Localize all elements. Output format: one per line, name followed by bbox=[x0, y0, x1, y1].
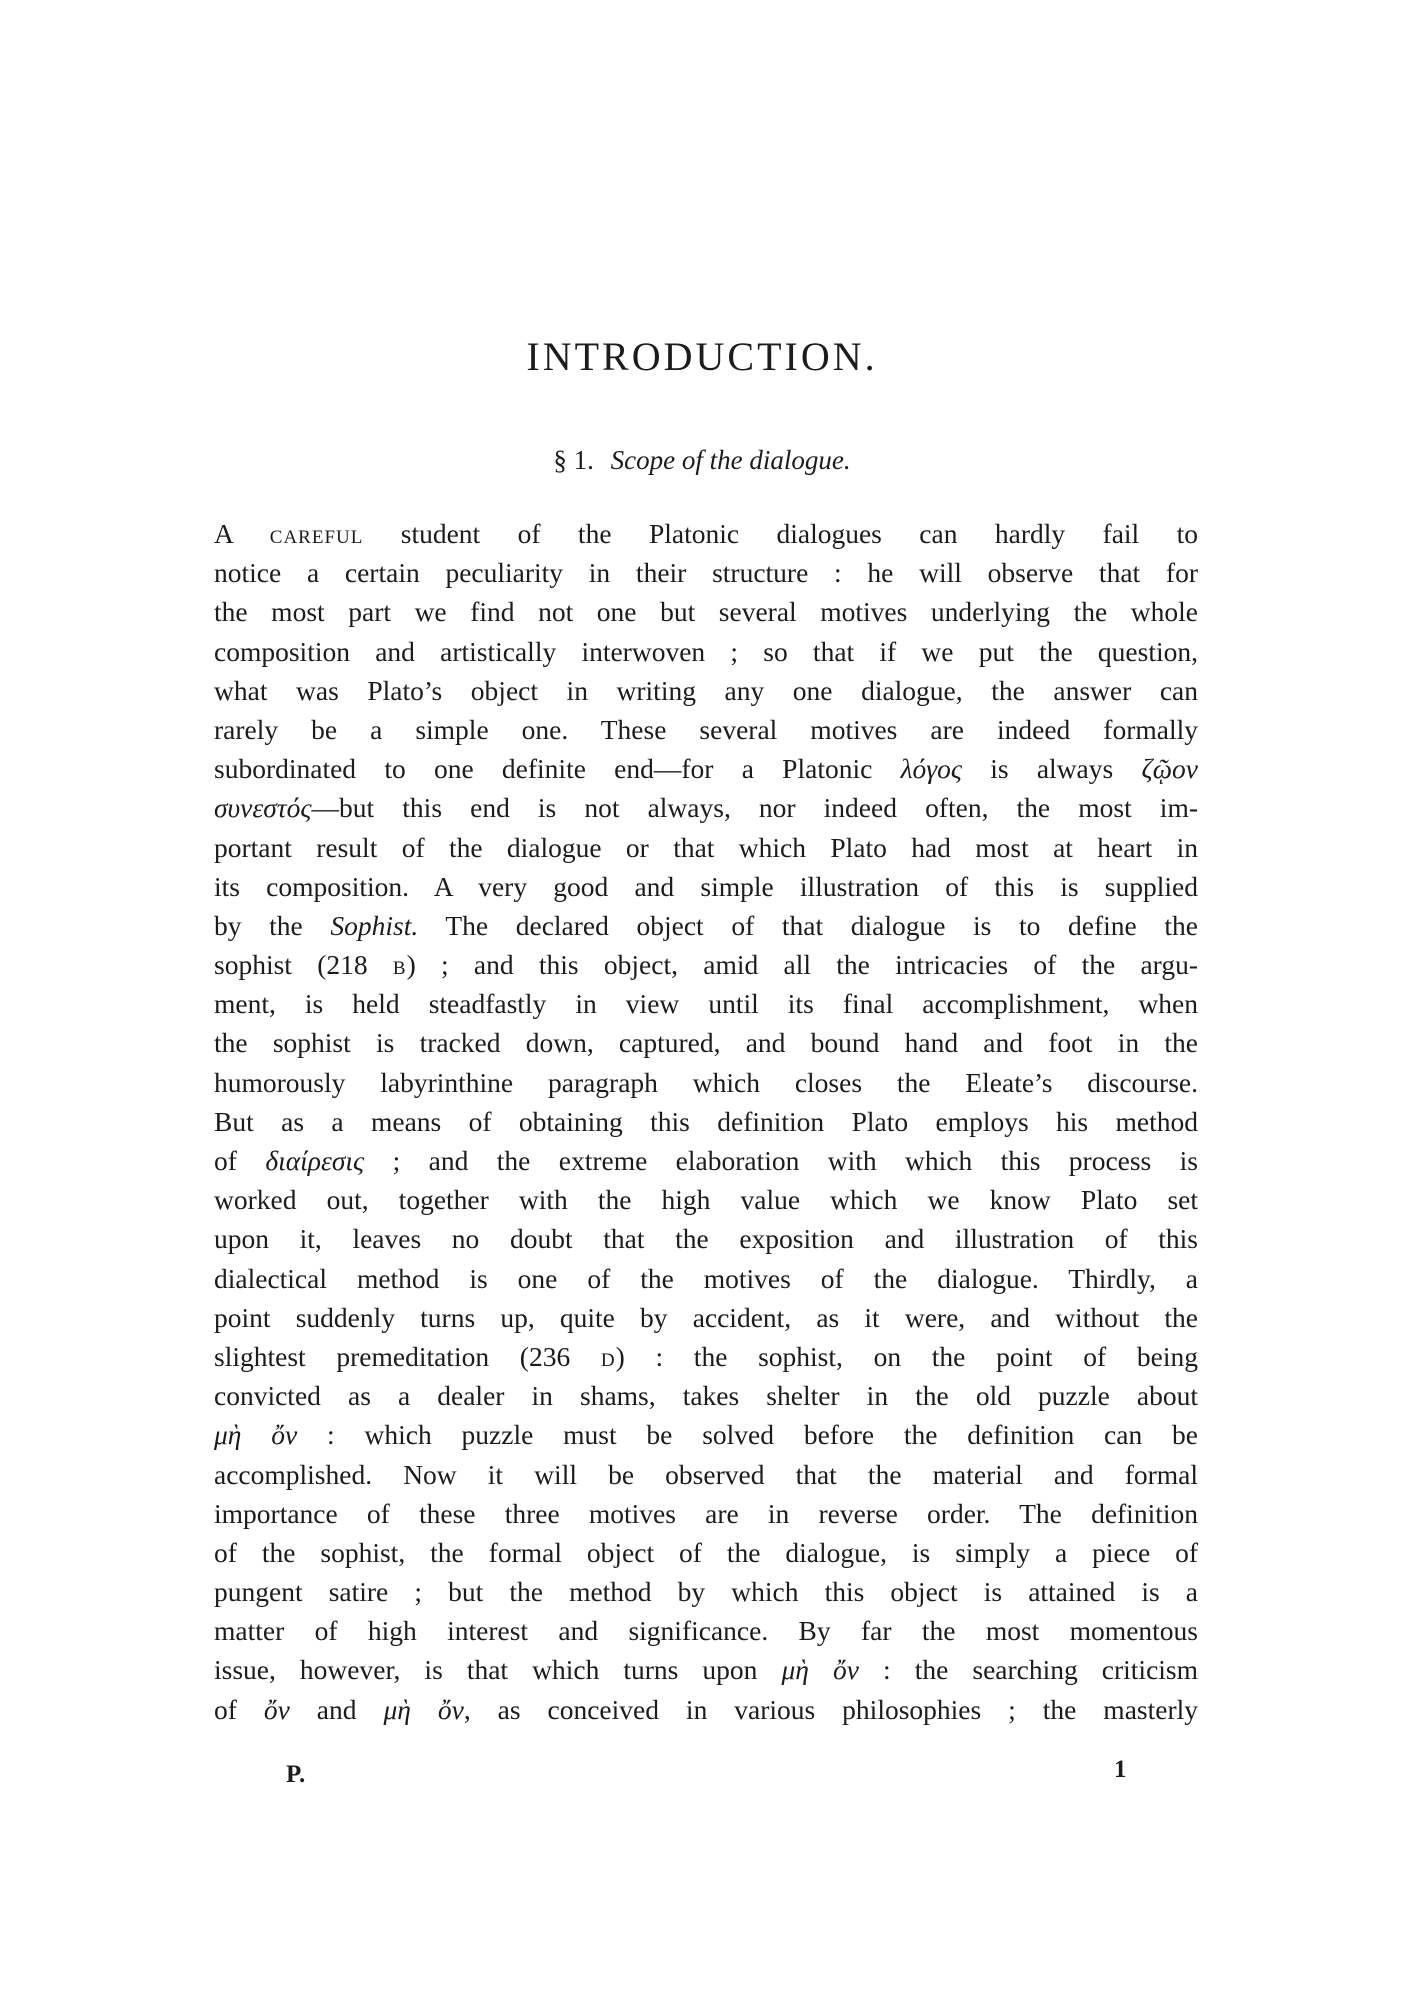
text-segment: convicted as a dealer in shams, takes shelter in the old puzzle about bbox=[214, 1380, 1198, 1412]
text-segment: what was Plato’s object in writing any one dialogue, the answer can bbox=[214, 674, 1198, 706]
text-segment: subordinated to one definite end—for a Platonic bbox=[214, 753, 901, 785]
greek-term: ὄν bbox=[263, 1693, 290, 1725]
text-segment: But as a means of obtaining this definition Plato employs his method bbox=[214, 1105, 1198, 1137]
page-number: 1 bbox=[1114, 1756, 1127, 1783]
text-segment: A bbox=[214, 518, 270, 549]
text-segment: The declared object of that dialogue is to define the bbox=[418, 909, 1198, 941]
text-segment: : the searching criticism bbox=[858, 1654, 1199, 1686]
text-line bbox=[214, 1102, 1198, 1141]
text-line bbox=[214, 984, 1198, 1023]
text-segment: slightest premeditation (236 bbox=[214, 1340, 601, 1372]
text-segment: upon it, leaves no doubt that the exposition and illustration of this bbox=[214, 1223, 1198, 1255]
text-line bbox=[214, 828, 1198, 867]
greek-term: μὴ ὄν bbox=[383, 1693, 464, 1725]
text-line bbox=[214, 1376, 1198, 1415]
text-line bbox=[214, 1259, 1198, 1298]
section-heading bbox=[0, 442, 1404, 478]
small-caps-text: careful bbox=[269, 518, 364, 549]
text-line bbox=[214, 1337, 1198, 1376]
text-line bbox=[214, 788, 1198, 827]
text-line bbox=[214, 553, 1198, 592]
text-line bbox=[214, 1650, 1198, 1689]
text-line bbox=[214, 1180, 1198, 1219]
section-number: § 1. bbox=[553, 445, 594, 475]
text-line bbox=[214, 514, 1198, 553]
text-line bbox=[214, 867, 1198, 906]
text-line bbox=[214, 749, 1198, 788]
text-segment: portant result of the dialogue or that which Plato had most at heart in bbox=[214, 831, 1198, 863]
text-line bbox=[214, 1023, 1198, 1062]
text-line bbox=[214, 1455, 1198, 1494]
text-segment: by the bbox=[214, 909, 331, 941]
text-line bbox=[214, 632, 1198, 671]
greek-term: ζῷον bbox=[1141, 753, 1198, 785]
text-line bbox=[214, 592, 1198, 631]
text-segment: notice a certain peculiarity in their structure : he will observe that for bbox=[214, 557, 1198, 589]
text-line bbox=[214, 1494, 1198, 1533]
text-segment: ) ; and this object, amid all the intricacies of the argu- bbox=[406, 949, 1198, 981]
greek-term: μὴ ὄν bbox=[781, 1654, 859, 1686]
text-segment: student of the Platonic dialogues can hardly fail to bbox=[363, 518, 1198, 549]
greek-term: λόγος bbox=[900, 753, 962, 785]
greek-term: διαίρεσις bbox=[265, 1145, 365, 1176]
text-line bbox=[214, 945, 1198, 984]
greek-term: μὴ ὄν bbox=[214, 1419, 298, 1451]
text-segment: rarely be a simple one. These several motives are indeed formally bbox=[214, 713, 1198, 745]
body-paragraph bbox=[214, 514, 1198, 1729]
text-line bbox=[214, 1533, 1198, 1572]
text-segment: dialectical method is one of the motives of the dialogue. Thirdly, a bbox=[214, 1262, 1198, 1294]
text-line bbox=[214, 1219, 1198, 1258]
text-line bbox=[214, 1690, 1198, 1729]
signature-mark: P. bbox=[286, 1761, 306, 1788]
text-segment: its composition. A very good and simple illustration of this is supplied bbox=[214, 870, 1198, 902]
text-segment: worked out, together with the high value which we know Plato set bbox=[214, 1184, 1198, 1216]
text-segment: humorously labyrinthine paragraph which closes the Eleate’s discourse. bbox=[214, 1066, 1198, 1098]
text-line bbox=[214, 671, 1198, 710]
text-line bbox=[214, 1415, 1198, 1454]
section-title: Scope of the dialogue. bbox=[610, 445, 851, 475]
text-segment: of the sophist, the formal object of the dialogue, is simply a piece of bbox=[214, 1536, 1198, 1568]
text-line bbox=[214, 1572, 1198, 1611]
small-caps-text: d bbox=[600, 1340, 616, 1372]
text-segment: the most part we find not one but several motives underlying the whole bbox=[214, 596, 1198, 628]
text-line bbox=[214, 906, 1198, 945]
text-segment: importance of these three motives are in reverse order. The definition bbox=[214, 1497, 1198, 1529]
text-line bbox=[214, 1611, 1198, 1650]
text-segment: issue, however, is that which turns upon bbox=[214, 1654, 782, 1686]
text-segment: : which puzzle must be solved before the definition can be bbox=[297, 1419, 1198, 1451]
text-segment: composition and artistically interwoven ; so that if we put the question, bbox=[214, 635, 1198, 667]
italic-term: Sophist. bbox=[330, 909, 419, 941]
text-segment: —but this end is not always, nor indeed often, the most im- bbox=[311, 792, 1198, 824]
greek-term: συνεστός bbox=[214, 792, 312, 824]
page-title: INTRODUCTION. bbox=[526, 334, 878, 379]
text-segment: matter of high interest and significance. By far the most momentous bbox=[214, 1615, 1198, 1647]
text-segment: point suddenly turns up, quite by accident, as it were, and without the bbox=[214, 1301, 1198, 1333]
text-segment: of bbox=[214, 1693, 264, 1725]
text-segment: and bbox=[289, 1693, 384, 1725]
text-line bbox=[214, 1063, 1198, 1102]
small-caps-text: b bbox=[392, 949, 407, 981]
text-line bbox=[214, 1298, 1198, 1337]
text-segment: is always bbox=[961, 753, 1142, 785]
text-segment: ; and the extreme elaboration with which this process is bbox=[364, 1145, 1198, 1176]
text-segment: ment, is held steadfastly in view until its final accomplishment, when bbox=[214, 988, 1198, 1020]
text-segment: the sophist is tracked down, captured, and bound hand and foot in the bbox=[214, 1027, 1198, 1059]
text-segment: ) : the sophist, on the point of being bbox=[615, 1340, 1198, 1372]
text-segment: sophist (218 bbox=[214, 949, 393, 981]
text-segment: accomplished. Now it will be observed that the material and formal bbox=[214, 1458, 1198, 1490]
text-segment: of bbox=[214, 1145, 266, 1176]
text-segment: pungent satire ; but the method by which this object is attained is a bbox=[214, 1576, 1198, 1608]
text-line bbox=[214, 710, 1198, 749]
text-segment: , as conceived in various philosophies ; the masterly bbox=[463, 1693, 1198, 1725]
text-line bbox=[214, 1141, 1198, 1180]
